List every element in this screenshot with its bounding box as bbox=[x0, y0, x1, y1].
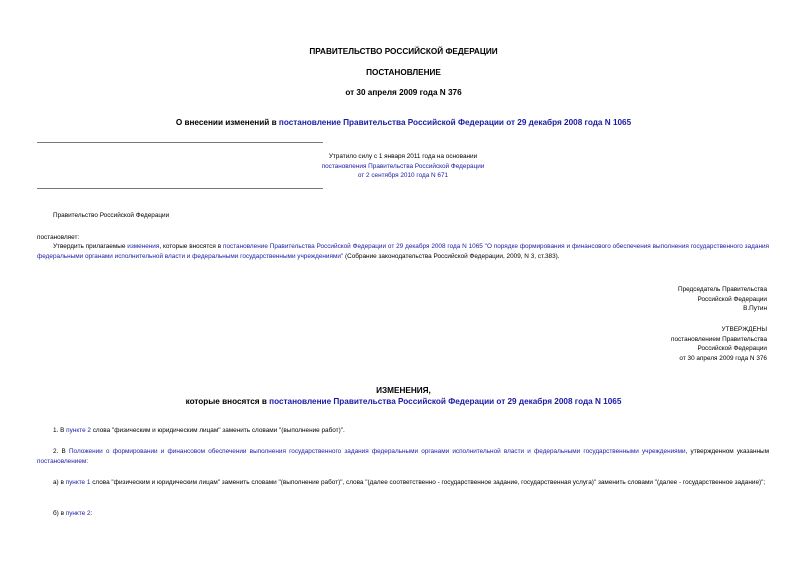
item-2a-text-b: слова "физическим и юридическим лицам" заменить словами "(выполнение работ)", слова "(далее соответственно - государственное задание, государственная услуга)" заменить словами "(далее - государственное задание)"; bbox=[90, 479, 766, 486]
approve-text-3: (Собрание законодательства Российской Федерации, 2009, N 3, ст.383). bbox=[343, 252, 560, 260]
divider-top bbox=[37, 142, 323, 143]
approved-heading: УТВЕРЖДЕНЫ bbox=[721, 326, 767, 333]
item-2-text-a: 2. В bbox=[53, 448, 69, 455]
item-2-regulation-link[interactable]: Положении о формировании и финансовом обеспечении выполнения государственного задания федеральными органами исполнительной власти и федеральными государственными учреждениями bbox=[68, 448, 686, 455]
item-2-text-c: : bbox=[86, 457, 89, 465]
preamble-gov: Правительство Российской Федерации bbox=[53, 212, 170, 219]
item-2b bbox=[53, 509, 92, 519]
changes-subheading bbox=[0, 397, 807, 406]
status-line-1: Утратило силу с 1 января 2011 года на основании bbox=[328, 153, 478, 160]
decree-1065-link[interactable]: постановление Правительства Российской Федерации от 29 декабря 2008 года N 1065 "О порядке формирования и финансового обеспечения выполнения государственного задания федеральными органами исполнительной власти и федеральными государственными учреждениями" bbox=[37, 243, 770, 260]
changes-heading: ИЗМЕНЕНИЯ, bbox=[376, 386, 431, 395]
item-1-text-b: слова "физическим и юридическим лицам" заменить словами "(выполнение работ)". bbox=[90, 427, 345, 434]
signature-name: В.Путин bbox=[743, 305, 767, 312]
approved-country: Российской Федерации bbox=[697, 345, 767, 352]
approved-date: от 30 апреля 2009 года N 376 bbox=[679, 354, 767, 362]
approve-text-1: Утвердить прилагаемые bbox=[53, 243, 128, 250]
item-2b-text-a: б) в bbox=[53, 510, 66, 517]
item-2-text-b: , утвержденном указанным bbox=[685, 448, 769, 455]
signature-country: Российской Федерации bbox=[697, 295, 767, 303]
title-link[interactable]: постановление Правительства Российской Федерации от 29 декабря 2008 года N 1065 bbox=[278, 118, 632, 127]
item-1-link[interactable]: пункте 2 bbox=[66, 427, 91, 434]
signature-position: Председатель Правительства bbox=[678, 286, 767, 293]
status-note bbox=[290, 152, 516, 181]
changes-link[interactable]: изменения bbox=[127, 243, 160, 250]
org-heading: ПРАВИТЕЛЬСТВО РОССИЙСКОЙ ФЕДЕРАЦИИ bbox=[309, 47, 498, 56]
signature-block bbox=[678, 285, 767, 314]
preamble-decrees: постановляет: bbox=[37, 234, 80, 241]
approved-block bbox=[671, 325, 767, 363]
item-1 bbox=[53, 426, 345, 436]
item-2a bbox=[37, 478, 769, 488]
doc-type-heading: ПОСТАНОВЛЕНИЕ bbox=[366, 68, 441, 77]
document-title bbox=[0, 118, 807, 127]
title-prefix: О внесении изменений в bbox=[175, 118, 279, 127]
item-2a-link[interactable]: пункте 1 bbox=[65, 479, 91, 486]
item-2b-link[interactable]: пункте 2 bbox=[65, 510, 91, 517]
item-1-text-a: 1. В bbox=[53, 427, 67, 434]
item-2a-text-a: а) в bbox=[53, 479, 66, 486]
approved-by: постановлением Правительства bbox=[671, 335, 767, 343]
changes-sub-link[interactable]: постановление Правительства Российской Федерации от 29 декабря 2008 года N 1065 bbox=[269, 397, 622, 406]
doc-date-number: от 30 апреля 2009 года N 376 bbox=[345, 88, 462, 97]
item-2 bbox=[37, 447, 769, 466]
approve-text-2: , которые вносятся в bbox=[159, 243, 223, 250]
changes-sub-prefix: которые вносятся в bbox=[185, 397, 270, 406]
divider-bottom bbox=[37, 188, 323, 189]
item-2-decree-link[interactable]: постановлением bbox=[37, 457, 87, 465]
status-link-date[interactable]: от 2 сентября 2010 года N 671 bbox=[357, 172, 449, 179]
status-link-decree[interactable]: постановления Правительства Российской Федерации bbox=[321, 162, 485, 170]
approve-paragraph bbox=[37, 242, 769, 261]
item-2b-text-b: : bbox=[90, 510, 93, 517]
